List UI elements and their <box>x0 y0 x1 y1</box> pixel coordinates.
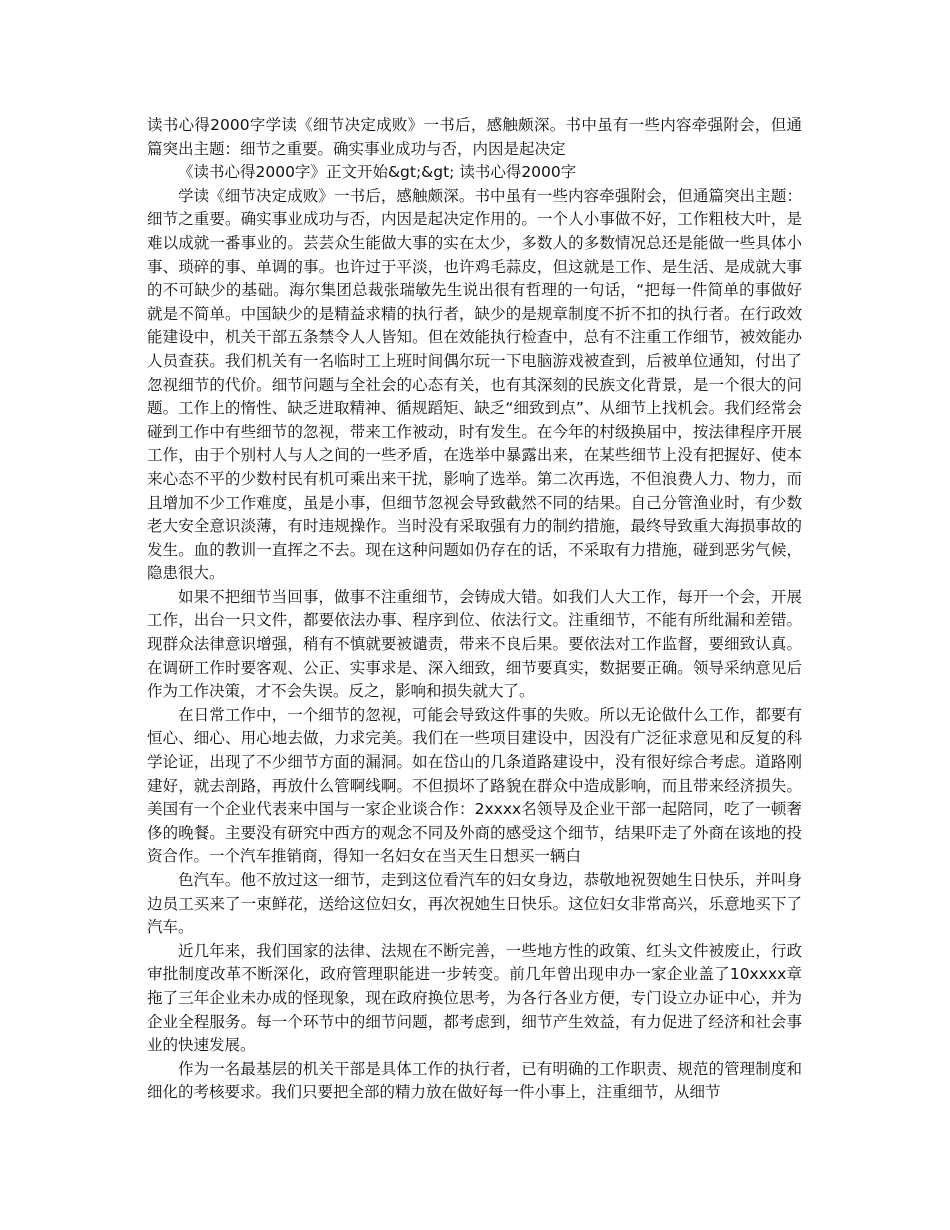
paragraph-4: 色汽车。他不放过这一细节，走到这位看汽车的妇女身边，恭敬地祝贺她生日快乐，并叫身边员工买来了一束鲜花，送给这位妇女，再次祝她生日快乐。这位妇女非常高兴，乐意地买下了汽车。 <box>147 871 802 937</box>
document-body <box>147 114 802 1105</box>
paragraph-3: 在日常工作中，一个细节的忽视，可能会导致这件事的失败。所以无论做什么工作，都要有恒心、细心、用心地去做，力求完美。我们在一些项目建设中，因没有广泛征求意见和反复的科学论证，出现了不少细节方面的漏洞。如在岱山的几条道路建设中，没有很好综合考虑。道路刚建好，就去剖路，再放什么管啊线啊。不但损坏了路貌在群众中造成影响，而且带来经济损失。美国有一个企业代表来中国与一家企业谈合作：2xxxx名领导及企业干部一起陪同，吃了一顿奢侈的晚餐。主要没有研究中西方的观念不同及外商的感受这个细节，结果吓走了外商在该地的投资合作。一个汽车推销商，得知一名妇女在当天生日想买一辆白 <box>147 705 802 866</box>
summary-line: 读书心得2000字学读《细节决定成败》一书后，感触颇深。书中虽有一些内容牵强附会，但通篇突出主题：细节之重要。确实事业成功与否，内因是起决定 <box>147 116 802 158</box>
heading-line: 《读书心得2000字》正文开始&gt;&gt; 读书心得2000字 <box>178 163 577 182</box>
paragraph-5: 近几年来，我们国家的法律、法规在不断完善，一些地方性的政策、红头文件被废止，行政审批制度改革不断深化，政府管理职能进一步转变。前几年曾出现申办一家企业盖了10xxxx章拖了三年企业未办成的怪现象，现在政府换位思考，为各行各业方便，专门设立办证中心，并为企业全程服务。每一个环节中的细节问题，都考虑到，细节产生效益，有力促进了经济和社会事业的快速发展。 <box>147 941 802 1055</box>
paragraph-1: 学读《细节决定成败》一书后，感触颇深。书中虽有一些内容牵强附会，但通篇突出主题：细节之重要。确实事业成功与否，内因是起决定作用的。一个人小事做不好，工作粗枝大叶，是难以成就一番事业的。芸芸众生能做大事的实在太少，多数人的多数情况总还是能做一些具体小事、琐碎的事、单调的事。也许过于平淡，也许鸡毛蒜皮，但这就是工作、是生活、是成就大事的不可缺少的基础。海尔集团总裁张瑞敏先生说出很有哲理的一句话，“把每一件简单的事做好就是不简单。中国缺少的是精益求精的执行者，缺少的是规章制度不折不扣的执行者。在行政效能建设中，机关干部五条禁令人人皆知。但在效能执行检查中，总有不注重工作细节，被效能办人员查获。我们机关有一名临时工上班时间偶尔玩一下电脑游戏被查到，后被单位通知，付出了忽视细节的代价。细节问题与全社会的心态有关，也有其深刻的民族文化背景，是一个很大的问题。工作上的惰性、缺乏进取精神、循规蹈矩、缺乏“细致到点”、从细节上找机会。我们经常会碰到工作中有些细节的忽视，带来工作被动，时有发生。在今年的村级换届中，按法律程序开展工作，由于个别村人与人之间的一些矛盾，在选举中暴露出来，在某些细节上没有把握好、使本来心态不平的少数村民有机可乘出来干扰，影响了选举。第二次再选，不但浪费人力、物力，而且增加不少工作难度，虽是小事，但细节忽视会导致截然不同的结果。自己分管渔业时，有少数老大安全意识淡薄，有时违规操作。当时没有采取强有力的制约措施，最终导致重大海损事故的发生。血的教训一直挥之不去。现在这种问题如仍存在的话，不采取有力措施，碰到恶劣气候，隐患很大。 <box>147 186 802 583</box>
paragraph-2: 如果不把细节当回事，做事不注重细节，会铸成大错。如我们人大工作，每开一个会，开展工作，出台一只文件，都要依法办事、程序到位、依法行文。注重细节，不能有所纰漏和差错。现群众法律意识增强，稍有不慎就要被谴责，带来不良后果。要依法对工作监督，要细致认真。在调研工作时要客观、公正、实事求是、深入细致，细节要真实，数据要正确。领导采纳意见后作为工作决策，才不会失误。反之，影响和损失就大了。 <box>147 587 802 701</box>
paragraph-6: 作为一名最基层的机关干部是具体工作的执行者，已有明确的工作职责、规范的管理制度和细化的考核要求。我们只要把全部的精力放在做好每一件小事上，注重细节，从细节 <box>147 1059 802 1102</box>
